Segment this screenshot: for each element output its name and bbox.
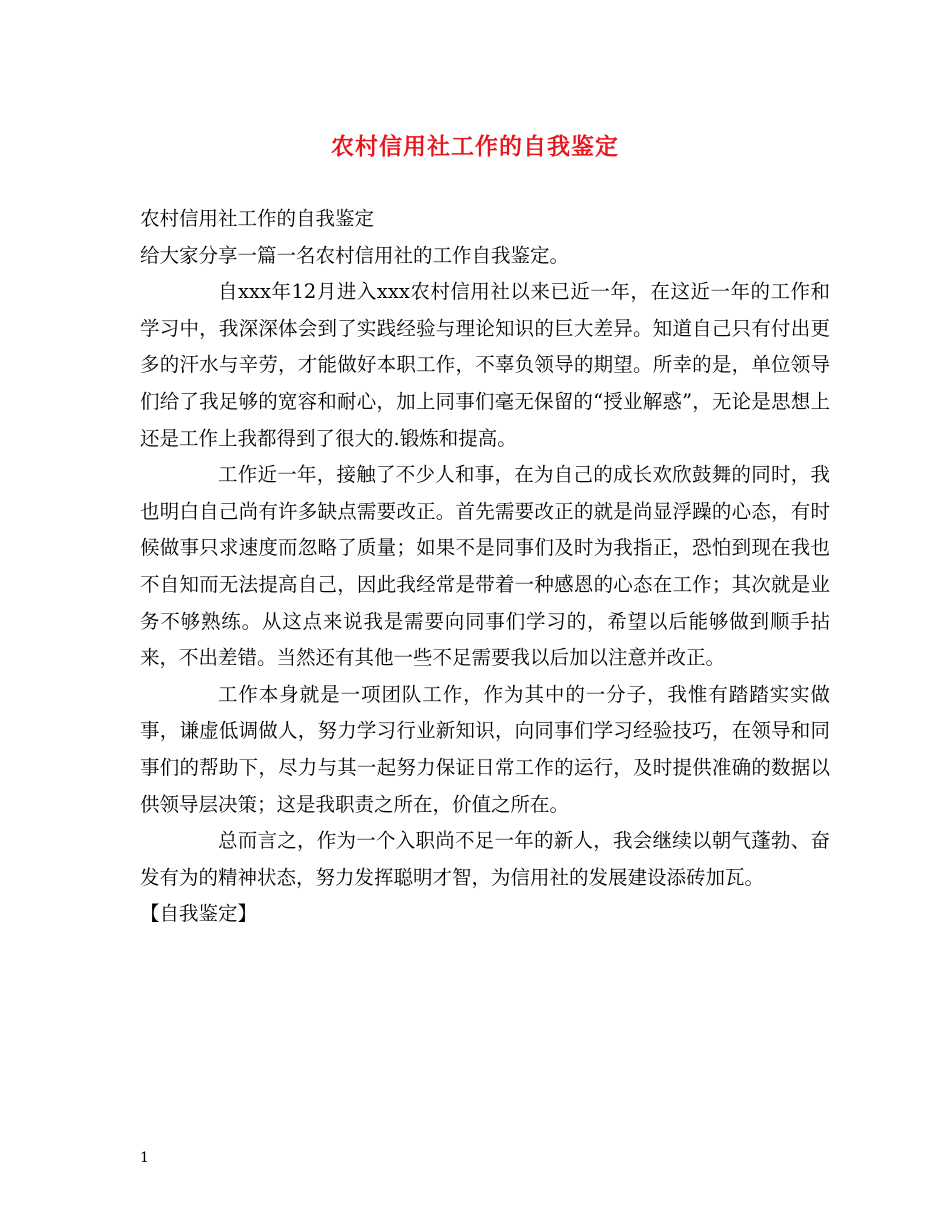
intro-paragraph: 给大家分享一篇一名农村信用社的工作自我鉴定。 <box>140 243 570 267</box>
body-heading: 农村信用社工作的自我鉴定 <box>140 207 375 230</box>
document-title: 农村信用社工作的自我鉴定 <box>331 133 619 160</box>
document-body <box>140 201 830 933</box>
page-number: 1 <box>140 1150 149 1166</box>
body-paragraph: 自xxx年12月进入xxx农村信用社以来已近一年，在这近一年的工作和学习中，我深深体会到了实践经验与理论知识的巨大差异。知道自己只有付出更多的汗水与辛劳，才能做好本职工作，不辜负领导的期望。所幸的是，单位领导们给了我足够的宽容和耐心，加上同事们毫无保留的“授业解惑”，无论是思想上还是工作上我都得到了很大的.锻炼和提高。 <box>140 280 830 450</box>
body-paragraph: 工作近一年，接触了不少人和事，在为自己的成长欢欣鼓舞的同时，我也明白自己尚有许多缺点需要改正。首先需要改正的就是尚显浮躁的心态，有时候做事只求速度而忽略了质量；如果不是同事们及时为我指正，恐怕到现在我也不自知而无法提高自己，因此我经常是带着一种感恩的心态在工作；其次就是业务不够熟练。从这点来说我是需要向同事们学习的，希望以后能够做到顺手拈来，不出差错。当然还有其他一些不足需要我以后加以注意并改正。 <box>140 463 830 670</box>
closing-tag: 【自我鉴定】 <box>140 902 258 926</box>
body-paragraph: 工作本身就是一项团队工作，作为其中的一分子，我惟有踏踏实实做事，谦虚低调做人，努力学习行业新知识，向同事们学习经验技巧，在领导和同事们的帮助下，尽力与其一起努力保证日常工作的运行，及时提供准确的数据以供领导层决策；这是我职责之所在，价值之所在。 <box>140 682 830 816</box>
body-paragraph: 总而言之，作为一个入职尚不足一年的新人，我会继续以朝气蓬勃、奋发有为的精神状态，努力发挥聪明才智，为信用社的发展建设添砖加瓦。 <box>140 829 830 889</box>
